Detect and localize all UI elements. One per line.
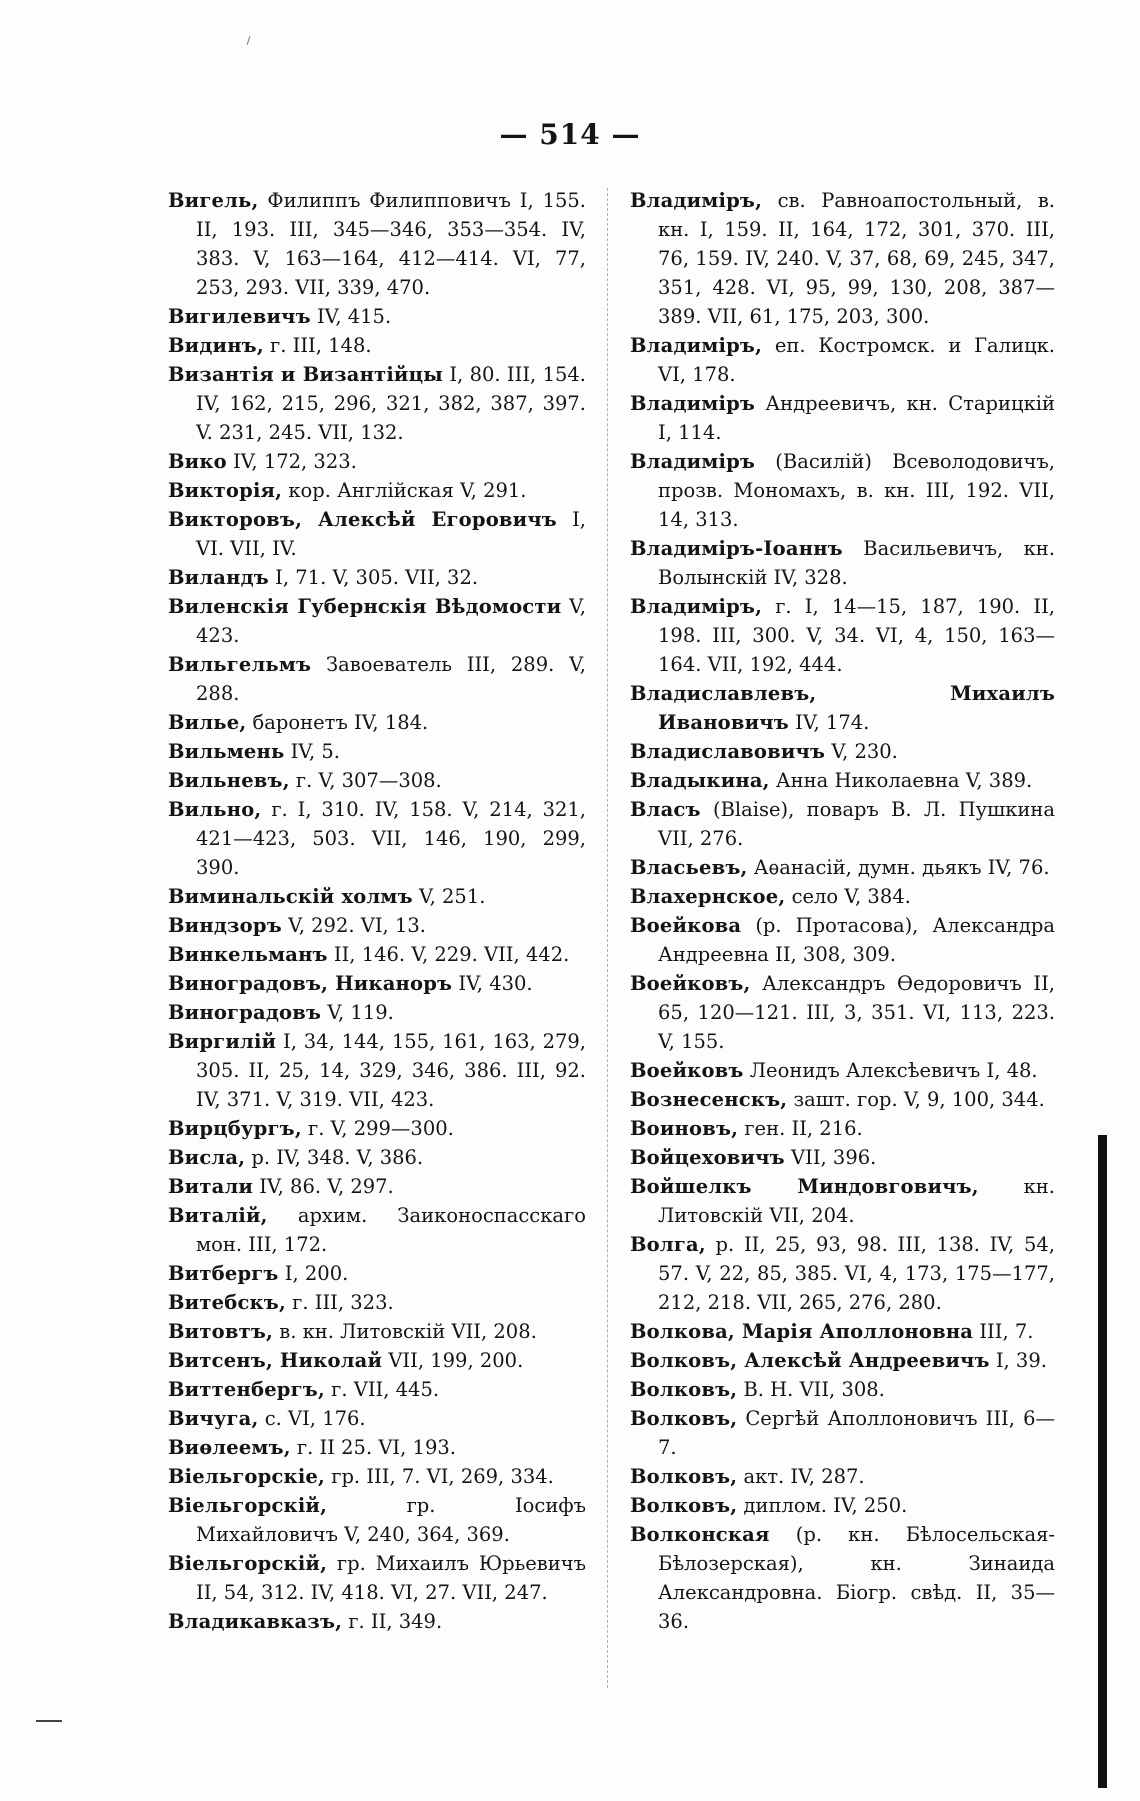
entry-heading: Вознесенскъ,: [630, 1088, 788, 1111]
index-entry: [630, 1172, 1055, 1230]
entry-references: Завоеватель III, 289. V, 288.: [196, 653, 586, 705]
entry-heading: Владиміръ-Іоаннъ: [630, 537, 843, 560]
index-entry: [630, 389, 1055, 447]
entry-references: в. кн. Литовскій VII, 208.: [279, 1320, 537, 1343]
entry-heading: Виталій,: [168, 1204, 268, 1227]
index-entry: [168, 650, 586, 708]
entry-heading: Виминальскій холмъ: [168, 885, 413, 908]
entry-references: село V, 384.: [791, 885, 911, 908]
index-entry: [168, 882, 586, 911]
entry-references: г. II 25. VI, 193.: [296, 1436, 456, 1459]
entry-heading: Виргилій: [168, 1030, 277, 1053]
entry-references: II, 146. V, 229. VII, 442.: [333, 943, 570, 966]
index-entry: [168, 1201, 586, 1259]
entry-references: I, 71. V, 305. VII, 32.: [275, 566, 479, 589]
index-entry: [168, 737, 586, 766]
entry-heading: Воейковъ,: [630, 972, 751, 995]
entry-heading: Видинъ,: [168, 334, 264, 357]
entry-references: Васильевичъ, кн. Волынскій IV, 328.: [658, 537, 1055, 589]
entry-heading: Викторія,: [168, 479, 283, 502]
index-entry: [630, 1491, 1055, 1520]
entry-references: св. Равноапостольный, в. кн. I, 159. II, 164, 172, 301, 370. III, 76, 159. IV, 240. V, 37, 68, 69, 245, 347, 351, 428. VI, 95, 99, 130, 208, 387—389. VII, 61, 175, 203, 300.: [658, 189, 1055, 328]
entry-references: г. V, 299—300.: [308, 1117, 454, 1140]
index-entry: [168, 998, 586, 1027]
entry-heading: Винкельманъ: [168, 943, 328, 966]
column-divider: [607, 188, 608, 1688]
entry-references: V, 230.: [831, 740, 898, 763]
entry-heading: Владикавказъ,: [168, 1610, 343, 1633]
index-entry: [630, 911, 1055, 969]
index-entry: [168, 766, 586, 795]
entry-heading: Власьевъ,: [630, 856, 748, 879]
entry-references: акт. IV, 287.: [743, 1465, 865, 1488]
index-entry: [168, 331, 586, 360]
index-entry: [168, 969, 586, 998]
index-entry: [630, 1520, 1055, 1636]
entry-references: г. V, 307—308.: [295, 769, 442, 792]
entry-heading: Вигилевичъ: [168, 305, 311, 328]
index-entry: [168, 1491, 586, 1549]
index-entry: [168, 505, 586, 563]
index-entry: [630, 679, 1055, 737]
index-entry: [168, 1259, 586, 1288]
entry-heading: Витовтъ,: [168, 1320, 274, 1343]
entry-references: IV, 5.: [290, 740, 340, 763]
entry-heading: Віельгорскій,: [168, 1552, 328, 1575]
index-entry: [168, 940, 586, 969]
entry-references: г. I, 14—15, 187, 190. II, 198. III, 300. V, 34. VI, 4, 150, 163—164. VII, 192, 444.: [658, 595, 1056, 676]
entry-references: Андреевичъ, кн. Старицкій I, 114.: [658, 392, 1055, 444]
index-entry: [168, 1346, 586, 1375]
entry-references: баронетъ IV, 184.: [252, 711, 429, 734]
entry-references: VII, 396.: [791, 1146, 877, 1169]
entry-references: VII, 199, 200.: [388, 1349, 524, 1372]
index-entry: [630, 447, 1055, 534]
scan-mark: [247, 36, 251, 45]
entry-references: г. III, 148.: [270, 334, 372, 357]
entry-heading: Воейковъ: [630, 1059, 744, 1082]
index-entry: [630, 1375, 1055, 1404]
entry-references: IV, 174.: [795, 711, 870, 734]
entry-references: архим. Заиконоспасскаго мон. III, 172.: [196, 1204, 587, 1256]
corner-mark: [36, 1720, 62, 1722]
entry-references: В. Н. VII, 308.: [743, 1378, 885, 1401]
index-entry: [630, 534, 1055, 592]
index-entry: [630, 766, 1055, 795]
entry-heading: Войцеховичъ: [630, 1146, 785, 1169]
entry-references: I, 39.: [995, 1349, 1047, 1372]
entry-references: гр. III, 7. VI, 269, 334.: [331, 1465, 554, 1488]
entry-heading: Волкова, Марія Аполлоновна: [630, 1320, 974, 1343]
entry-heading: Викторовъ, Алексѣй Егоровичъ: [168, 508, 557, 531]
entry-heading: Владиславлевъ, Михаилъ Ивановичъ: [630, 682, 1055, 734]
index-entry: [168, 795, 586, 882]
entry-references: IV, 415.: [316, 305, 392, 328]
entry-references: V, 292. VI, 13.: [288, 914, 426, 937]
entry-references: г. I, 310. IV, 158. V, 214, 321, 421—423, 503. VII, 146, 190, 299, 390.: [196, 798, 587, 879]
entry-heading: Волконская: [630, 1523, 770, 1546]
entry-references: Филиппъ Филипповичъ I, 155. II, 193. III, 345—346, 353—354. IV, 383. V, 163—164, 412—414. VI, 77, 253, 293. VII, 339, 470.: [196, 189, 586, 299]
entry-heading: Вигель,: [168, 189, 259, 212]
entry-heading: Владиміръ: [630, 450, 756, 473]
index-entry: [630, 1143, 1055, 1172]
index-entry: [630, 853, 1055, 882]
entry-references: I, 80. III, 154. IV, 162, 215, 296, 321, 382, 387, 397. V. 231, 245. VII, 132.: [196, 363, 587, 444]
entry-heading: Виттенбергъ,: [168, 1378, 325, 1401]
entry-references: гр. Михаилъ Юрьевичъ II, 54, 312. IV, 418. VI, 27. VII, 247.: [196, 1552, 587, 1604]
entry-heading: Вичуга,: [168, 1407, 259, 1430]
entry-heading: Вилье,: [168, 711, 247, 734]
entry-heading: Воейкова: [630, 914, 742, 937]
index-entry: [168, 911, 586, 940]
index-column-left: [168, 186, 586, 1636]
entry-heading: Волга,: [630, 1233, 706, 1256]
entry-heading: Віельгорскій,: [168, 1494, 328, 1517]
entry-references: V, 119.: [327, 1001, 394, 1024]
entry-heading: Витебскъ,: [168, 1291, 286, 1314]
entry-references: IV, 172, 323.: [233, 450, 357, 473]
index-entry: [630, 1085, 1055, 1114]
entry-heading: Виленскія Губернскія Вѣдомости: [168, 595, 562, 618]
entry-heading: Віельгорскіе,: [168, 1465, 326, 1488]
index-column-right: [630, 186, 1055, 1636]
entry-references: I, 200.: [284, 1262, 349, 1285]
entry-references: гр. Іосифъ Михайловичъ V, 240, 364, 369.: [196, 1494, 586, 1546]
index-entry: [168, 563, 586, 592]
page-number: — 514 —: [499, 118, 641, 151]
entry-references: III, 7.: [979, 1320, 1034, 1343]
entry-references: (р. Протасова), Александра Андреевна II, 308, 309.: [658, 914, 1055, 966]
entry-heading: Вирцбургъ,: [168, 1117, 302, 1140]
entry-references: кор. Англійская V, 291.: [288, 479, 527, 502]
entry-references: Сергѣй Аполлоновичъ III, 6—7.: [658, 1407, 1055, 1459]
index-entry: [630, 331, 1055, 389]
entry-references: IV, 86. V, 297.: [259, 1175, 394, 1198]
entry-heading: Витали: [168, 1175, 254, 1198]
entry-heading: Влахернское,: [630, 885, 786, 908]
page-edge-shadow: [1098, 1135, 1107, 1788]
index-entry: [168, 476, 586, 505]
entry-references: зашт. гор. V, 9, 100, 344.: [793, 1088, 1045, 1111]
entry-references: Анна Николаевна V, 389.: [775, 769, 1033, 792]
entry-references: Аѳанасій, думн. дьякъ IV, 76.: [753, 856, 1050, 879]
entry-references: г. VII, 445.: [331, 1378, 440, 1401]
entry-heading: Вико: [168, 450, 227, 473]
entry-heading: Волковъ, Алексѣй Андреевичъ: [630, 1349, 990, 1372]
index-entry: [630, 969, 1055, 1056]
entry-heading: Владиміръ,: [630, 189, 763, 212]
entry-references: ген. II, 216.: [744, 1117, 863, 1140]
index-entry: [168, 708, 586, 737]
entry-heading: Войшелкъ Миндовговичъ,: [630, 1175, 979, 1198]
index-entry: [630, 1114, 1055, 1143]
index-entry: [168, 186, 586, 302]
entry-heading: Владиміръ: [630, 392, 756, 415]
entry-references: (р. кн. Бѣлосельская-Бѣлозерская), кн. Зинаида Александровна. Біогр. свѣд. II, 35—36.: [658, 1523, 1055, 1633]
index-entry: [630, 186, 1055, 331]
entry-heading: Витбергъ: [168, 1262, 279, 1285]
entry-references: (Василій) Всеволодовичъ, прозв. Мономахъ, в. кн. III, 192. VII, 14, 313.: [658, 450, 1056, 531]
entry-references: диплом. IV, 250.: [743, 1494, 908, 1517]
entry-heading: Византія и Византійцы: [168, 363, 443, 386]
entry-references: р. II, 25, 93, 98. III, 138. IV, 54, 57. V, 22, 85, 385. VI, 4, 173, 175—177, 212, 218. VII, 265, 276, 280.: [658, 1233, 1055, 1314]
entry-heading: Волковъ,: [630, 1407, 738, 1430]
index-entry: [630, 1346, 1055, 1375]
index-entry: [630, 882, 1055, 911]
entry-references: Александръ Ѳедоровичъ II, 65, 120—121. III, 3, 351. VI, 113, 223. V, 155.: [658, 972, 1056, 1053]
entry-heading: Владиміръ,: [630, 595, 763, 618]
entry-references: (Blaise), поваръ В. Л. Пушкина VII, 276.: [658, 798, 1056, 850]
index-entry: [168, 1433, 586, 1462]
index-entry: [168, 1549, 586, 1607]
index-entry: [168, 1143, 586, 1172]
index-entry: [630, 1230, 1055, 1317]
entry-references: I, VI. VII, IV.: [196, 508, 587, 560]
entry-heading: Вильно,: [168, 798, 262, 821]
entry-references: р. IV, 348. V, 386.: [251, 1146, 424, 1169]
entry-heading: Вильмень: [168, 740, 285, 763]
index-entry: [630, 1404, 1055, 1462]
index-entry: [168, 1114, 586, 1143]
index-entry: [168, 1404, 586, 1433]
entry-references: IV, 430.: [458, 972, 533, 995]
index-entry: [168, 302, 586, 331]
index-entry: [168, 1317, 586, 1346]
entry-references: г. III, 323.: [292, 1291, 394, 1314]
entry-references: V, 251.: [418, 885, 486, 908]
index-entry: [168, 360, 586, 447]
index-entry: [168, 1288, 586, 1317]
entry-heading: Владыкина,: [630, 769, 770, 792]
index-entry: [630, 1462, 1055, 1491]
entry-heading: Виноградовъ, Никаноръ: [168, 972, 453, 995]
entry-heading: Вильневъ,: [168, 769, 290, 792]
index-entry: [168, 447, 586, 476]
entry-heading: Виноградовъ: [168, 1001, 322, 1024]
entry-heading: Вильгельмъ: [168, 653, 312, 676]
entry-references: г. II, 349.: [348, 1610, 443, 1633]
entry-references: кн. Литовскій VII, 204.: [658, 1175, 1055, 1227]
index-entry: [630, 795, 1055, 853]
index-entry: [630, 1317, 1055, 1346]
entry-heading: Владиміръ,: [630, 334, 763, 357]
index-entry: [168, 1607, 586, 1636]
entry-heading: Виѳлеемъ,: [168, 1436, 291, 1459]
index-entry: [168, 1172, 586, 1201]
index-entry: [168, 1375, 586, 1404]
entry-heading: Витсенъ, Николай: [168, 1349, 383, 1372]
entry-heading: Висла,: [168, 1146, 246, 1169]
entry-heading: Власъ: [630, 798, 701, 821]
entry-references: с. VI, 176.: [264, 1407, 366, 1430]
entry-references: I, 34, 144, 155, 161, 163, 279, 305. II, 25, 14, 329, 346, 386. III, 92. IV, 371. V, 319. VII, 423.: [196, 1030, 586, 1111]
entry-heading: Виландъ: [168, 566, 269, 589]
entry-heading: Владиславовичъ: [630, 740, 826, 763]
index-entry: [168, 1027, 586, 1114]
index-entry: [630, 737, 1055, 766]
entry-heading: Волковъ,: [630, 1494, 738, 1517]
entry-references: V, 423.: [196, 595, 586, 647]
index-entry: [168, 592, 586, 650]
entry-heading: Виндзоръ: [168, 914, 282, 937]
index-entry: [630, 592, 1055, 679]
entry-heading: Волковъ,: [630, 1378, 738, 1401]
entry-references: Леонидъ Алексѣевичъ I, 48.: [749, 1059, 1038, 1082]
entry-heading: Воиновъ,: [630, 1117, 739, 1140]
index-entry: [168, 1462, 586, 1491]
index-entry: [630, 1056, 1055, 1085]
entry-heading: Волковъ,: [630, 1465, 738, 1488]
entry-references: еп. Костромск. и Галицк. VI, 178.: [658, 334, 1055, 386]
